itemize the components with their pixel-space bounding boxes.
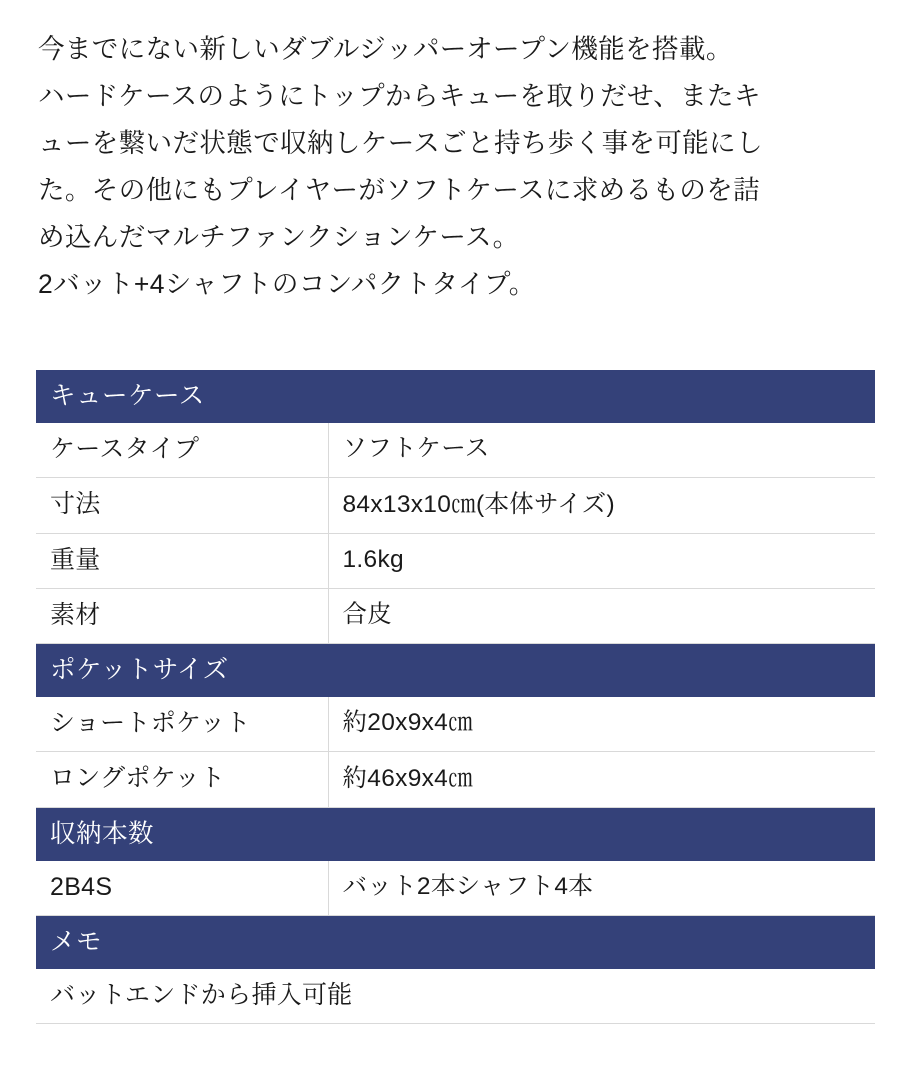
row-key: バットエンドから挿入可能 xyxy=(36,969,875,1024)
row-value: 合皮 xyxy=(328,588,875,643)
table-row xyxy=(36,588,875,643)
table-row xyxy=(36,861,875,916)
description-line: 今までにない新しいダブルジッパーオープン機能を搭載。 xyxy=(38,34,733,64)
table-row xyxy=(36,533,875,588)
description-line: た。その他にもプレイヤーがソフトケースに求めるものを詰 xyxy=(38,175,761,205)
table-row xyxy=(36,969,875,1024)
section-header-label: ポケットサイズ xyxy=(36,644,875,698)
table-row xyxy=(36,478,875,533)
section-header-label: 収納本数 xyxy=(36,807,875,861)
row-value: 約20x9x4㎝ xyxy=(328,697,875,752)
description-line: ューを繋いだ状態で収納しケースごと持ち歩く事を可能にし xyxy=(38,128,763,158)
row-value: 84x13x10㎝(本体サイズ) xyxy=(328,478,875,533)
specification-table xyxy=(36,370,875,1024)
table-row xyxy=(36,697,875,752)
row-value: 1.6kg xyxy=(328,533,875,588)
description-line: ハードケースのようにトップからキューを取りだせ、またキ xyxy=(38,81,761,111)
table-row xyxy=(36,752,875,807)
row-key: 素材 xyxy=(36,588,328,643)
table-section-header xyxy=(36,807,875,861)
row-key: ショートポケット xyxy=(36,697,328,752)
row-value: 約46x9x4㎝ xyxy=(328,752,875,807)
row-value: ソフトケース xyxy=(328,423,875,478)
description-line: め込んだマルチファンクションケース。 xyxy=(38,222,520,252)
table-row xyxy=(36,423,875,478)
product-description xyxy=(36,26,877,308)
section-header-label: キューケース xyxy=(36,370,875,423)
row-key: 寸法 xyxy=(36,478,328,533)
description-line: 2バット+4シャフトのコンパクトタイプ。 xyxy=(38,269,536,299)
row-key: 重量 xyxy=(36,533,328,588)
section-header-label: メモ xyxy=(36,915,875,969)
row-key: 2B4S xyxy=(36,861,328,916)
table-section-header xyxy=(36,915,875,969)
table-section-header xyxy=(36,370,875,423)
row-key: ロングポケット xyxy=(36,752,328,807)
table-section-header xyxy=(36,644,875,698)
row-key: ケースタイプ xyxy=(36,423,328,478)
row-value: バット2本シャフト4本 xyxy=(328,861,875,916)
